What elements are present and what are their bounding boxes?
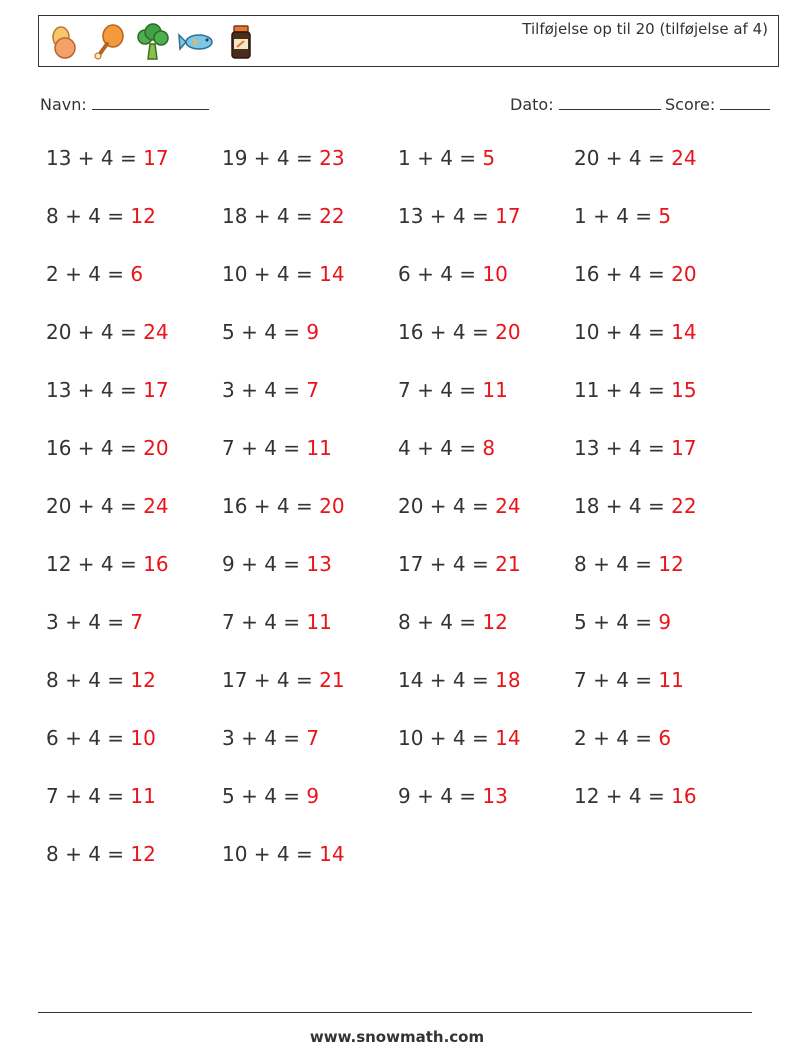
problem-item bbox=[222, 378, 319, 402]
problem-question: 8 + 4 = bbox=[46, 668, 125, 692]
problem-answer: 16 bbox=[143, 552, 169, 576]
problem-answer: 12 bbox=[482, 610, 508, 634]
problem-question: 9 + 4 = bbox=[398, 784, 477, 808]
problem-item bbox=[222, 146, 345, 170]
problem-question: 10 + 4 = bbox=[574, 320, 665, 344]
problem-answer: 21 bbox=[319, 668, 345, 692]
problem-row bbox=[46, 436, 766, 466]
problem-item bbox=[46, 262, 143, 286]
score-field bbox=[665, 93, 770, 114]
problem-row bbox=[46, 146, 766, 176]
problem-question: 7 + 4 = bbox=[222, 610, 301, 634]
problem-question: 7 + 4 = bbox=[398, 378, 477, 402]
problem-row bbox=[46, 494, 766, 524]
problem-question: 10 + 4 = bbox=[222, 842, 313, 866]
problem-item bbox=[46, 726, 156, 750]
problem-answer: 20 bbox=[495, 320, 521, 344]
problem-answer: 7 bbox=[130, 610, 144, 634]
problem-row bbox=[46, 842, 766, 872]
score-blank[interactable] bbox=[720, 93, 770, 110]
problem-question: 8 + 4 = bbox=[574, 552, 653, 576]
problem-question: 7 + 4 = bbox=[46, 784, 125, 808]
problem-question: 13 + 4 = bbox=[398, 204, 489, 228]
problem-item bbox=[46, 204, 156, 228]
problem-answer: 12 bbox=[130, 204, 156, 228]
problem-question: 7 + 4 = bbox=[574, 668, 653, 692]
problem-item bbox=[574, 378, 697, 402]
header-icons bbox=[45, 21, 261, 63]
problem-item bbox=[574, 436, 697, 460]
problem-answer: 12 bbox=[130, 668, 156, 692]
problem-answer: 9 bbox=[306, 320, 320, 344]
problem-item bbox=[222, 494, 345, 518]
problem-answer: 14 bbox=[495, 726, 521, 750]
problem-question: 7 + 4 = bbox=[222, 436, 301, 460]
problem-question: 6 + 4 = bbox=[398, 262, 477, 286]
footer-divider bbox=[38, 1012, 752, 1013]
worksheet-title: Tilføjelse op til 20 (tilføjelse af 4) bbox=[522, 20, 768, 38]
problem-answer: 6 bbox=[130, 262, 144, 286]
problem-item bbox=[222, 842, 345, 866]
problem-item bbox=[398, 436, 495, 460]
worksheet-header bbox=[38, 15, 779, 67]
problem-answer: 12 bbox=[658, 552, 684, 576]
problem-item bbox=[222, 668, 345, 692]
problem-row bbox=[46, 262, 766, 292]
problem-item bbox=[222, 320, 319, 344]
problem-item bbox=[46, 668, 156, 692]
problem-answer: 13 bbox=[306, 552, 332, 576]
problem-item bbox=[574, 146, 697, 170]
problem-item bbox=[222, 436, 332, 460]
problem-question: 5 + 4 = bbox=[574, 610, 653, 634]
problem-item bbox=[574, 784, 697, 808]
problem-question: 5 + 4 = bbox=[222, 784, 301, 808]
problem-question: 10 + 4 = bbox=[222, 262, 313, 286]
problem-answer: 21 bbox=[495, 552, 521, 576]
problem-question: 13 + 4 = bbox=[574, 436, 665, 460]
problem-item bbox=[222, 552, 332, 576]
problem-item bbox=[398, 494, 521, 518]
problem-question: 8 + 4 = bbox=[46, 204, 125, 228]
problem-question: 3 + 4 = bbox=[222, 378, 301, 402]
problem-question: 18 + 4 = bbox=[222, 204, 313, 228]
problem-answer: 5 bbox=[658, 204, 672, 228]
chicken-leg-icon bbox=[89, 22, 129, 62]
problem-item bbox=[222, 726, 319, 750]
problem-question: 4 + 4 = bbox=[398, 436, 477, 460]
problem-item bbox=[574, 262, 697, 286]
problem-answer: 23 bbox=[319, 146, 345, 170]
problem-question: 16 + 4 = bbox=[574, 262, 665, 286]
problem-row bbox=[46, 204, 766, 234]
problem-row bbox=[46, 610, 766, 640]
problem-row bbox=[46, 552, 766, 582]
problem-item bbox=[46, 494, 169, 518]
problem-answer: 7 bbox=[306, 378, 320, 402]
problem-item bbox=[222, 262, 345, 286]
problem-item bbox=[398, 784, 508, 808]
problem-item bbox=[46, 146, 169, 170]
problem-answer: 18 bbox=[495, 668, 521, 692]
broccoli-icon bbox=[133, 22, 173, 62]
problem-question: 9 + 4 = bbox=[222, 552, 301, 576]
problem-item bbox=[574, 494, 697, 518]
problem-question: 12 + 4 = bbox=[46, 552, 137, 576]
problem-answer: 11 bbox=[306, 436, 332, 460]
problem-question: 3 + 4 = bbox=[222, 726, 301, 750]
eggs-icon bbox=[45, 22, 85, 62]
fish-icon bbox=[177, 22, 217, 62]
date-label: Dato: bbox=[510, 95, 554, 114]
problem-answer: 20 bbox=[319, 494, 345, 518]
problem-item bbox=[222, 784, 319, 808]
problem-item bbox=[398, 146, 495, 170]
problem-item bbox=[222, 610, 332, 634]
problem-answer: 14 bbox=[319, 842, 345, 866]
problem-item bbox=[398, 668, 521, 692]
problem-question: 13 + 4 = bbox=[46, 378, 137, 402]
problem-question: 2 + 4 = bbox=[574, 726, 653, 750]
problem-question: 8 + 4 = bbox=[46, 842, 125, 866]
problem-question: 17 + 4 = bbox=[222, 668, 313, 692]
problem-answer: 24 bbox=[495, 494, 521, 518]
problem-answer: 17 bbox=[143, 146, 169, 170]
name-field bbox=[40, 93, 209, 114]
problem-item bbox=[398, 610, 508, 634]
problem-question: 17 + 4 = bbox=[398, 552, 489, 576]
problem-item bbox=[398, 552, 521, 576]
score-label: Score: bbox=[665, 95, 716, 114]
problem-answer: 11 bbox=[130, 784, 156, 808]
problem-answer: 17 bbox=[143, 378, 169, 402]
problem-answer: 15 bbox=[671, 378, 697, 402]
problem-answer: 9 bbox=[306, 784, 320, 808]
problem-item bbox=[398, 726, 521, 750]
problem-answer: 22 bbox=[671, 494, 697, 518]
problem-answer: 14 bbox=[319, 262, 345, 286]
date-blank[interactable] bbox=[559, 93, 661, 110]
problem-item bbox=[398, 320, 521, 344]
problem-answer: 24 bbox=[671, 146, 697, 170]
problem-answer: 14 bbox=[671, 320, 697, 344]
problem-item bbox=[574, 320, 697, 344]
problem-question: 3 + 4 = bbox=[46, 610, 125, 634]
problem-question: 5 + 4 = bbox=[222, 320, 301, 344]
problem-item bbox=[398, 378, 508, 402]
problem-question: 20 + 4 = bbox=[574, 146, 665, 170]
problem-item bbox=[574, 668, 684, 692]
problem-question: 16 + 4 = bbox=[398, 320, 489, 344]
problem-answer: 16 bbox=[671, 784, 697, 808]
problem-answer: 9 bbox=[658, 610, 672, 634]
problem-item bbox=[46, 378, 169, 402]
problem-question: 20 + 4 = bbox=[46, 320, 137, 344]
problem-item bbox=[398, 204, 521, 228]
problem-answer: 22 bbox=[319, 204, 345, 228]
problem-row bbox=[46, 320, 766, 350]
problem-item bbox=[46, 784, 156, 808]
date-field bbox=[510, 93, 661, 114]
problem-question: 8 + 4 = bbox=[398, 610, 477, 634]
problem-answer: 17 bbox=[495, 204, 521, 228]
problem-answer: 12 bbox=[130, 842, 156, 866]
name-label: Navn: bbox=[40, 95, 87, 114]
problem-question: 1 + 4 = bbox=[574, 204, 653, 228]
problem-answer: 10 bbox=[130, 726, 156, 750]
problem-question: 6 + 4 = bbox=[46, 726, 125, 750]
problem-answer: 20 bbox=[143, 436, 169, 460]
problem-row bbox=[46, 378, 766, 408]
problem-answer: 13 bbox=[482, 784, 508, 808]
problem-item bbox=[46, 842, 156, 866]
problem-answer: 7 bbox=[306, 726, 320, 750]
problem-answer: 6 bbox=[658, 726, 672, 750]
problem-item bbox=[46, 436, 169, 460]
problem-item bbox=[46, 320, 169, 344]
problem-question: 12 + 4 = bbox=[574, 784, 665, 808]
problem-question: 19 + 4 = bbox=[222, 146, 313, 170]
problem-item bbox=[46, 552, 169, 576]
problem-question: 20 + 4 = bbox=[46, 494, 137, 518]
problem-answer: 11 bbox=[482, 378, 508, 402]
problem-item bbox=[574, 552, 684, 576]
problem-item bbox=[222, 204, 345, 228]
problem-answer: 20 bbox=[671, 262, 697, 286]
problem-item bbox=[574, 726, 671, 750]
problem-question: 18 + 4 = bbox=[574, 494, 665, 518]
problem-item bbox=[574, 610, 671, 634]
problem-answer: 10 bbox=[482, 262, 508, 286]
problem-answer: 17 bbox=[671, 436, 697, 460]
problem-question: 13 + 4 = bbox=[46, 146, 137, 170]
problem-question: 11 + 4 = bbox=[574, 378, 665, 402]
problem-question: 20 + 4 = bbox=[398, 494, 489, 518]
problem-question: 1 + 4 = bbox=[398, 146, 477, 170]
problem-answer: 11 bbox=[306, 610, 332, 634]
problem-answer: 24 bbox=[143, 494, 169, 518]
problem-answer: 11 bbox=[658, 668, 684, 692]
footer-site: www.snowmath.com bbox=[309, 1028, 485, 1046]
problem-question: 16 + 4 = bbox=[222, 494, 313, 518]
problem-item bbox=[398, 262, 508, 286]
problem-row bbox=[46, 726, 766, 756]
problem-row bbox=[46, 784, 766, 814]
problem-question: 2 + 4 = bbox=[46, 262, 125, 286]
problem-answer: 8 bbox=[482, 436, 496, 460]
problem-answer: 5 bbox=[482, 146, 496, 170]
jar-icon bbox=[221, 22, 261, 62]
name-blank[interactable] bbox=[92, 93, 209, 110]
problem-question: 10 + 4 = bbox=[398, 726, 489, 750]
problem-item bbox=[574, 204, 671, 228]
problem-question: 16 + 4 = bbox=[46, 436, 137, 460]
problem-answer: 24 bbox=[143, 320, 169, 344]
problem-question: 14 + 4 = bbox=[398, 668, 489, 692]
problem-row bbox=[46, 668, 766, 698]
problem-item bbox=[46, 610, 143, 634]
